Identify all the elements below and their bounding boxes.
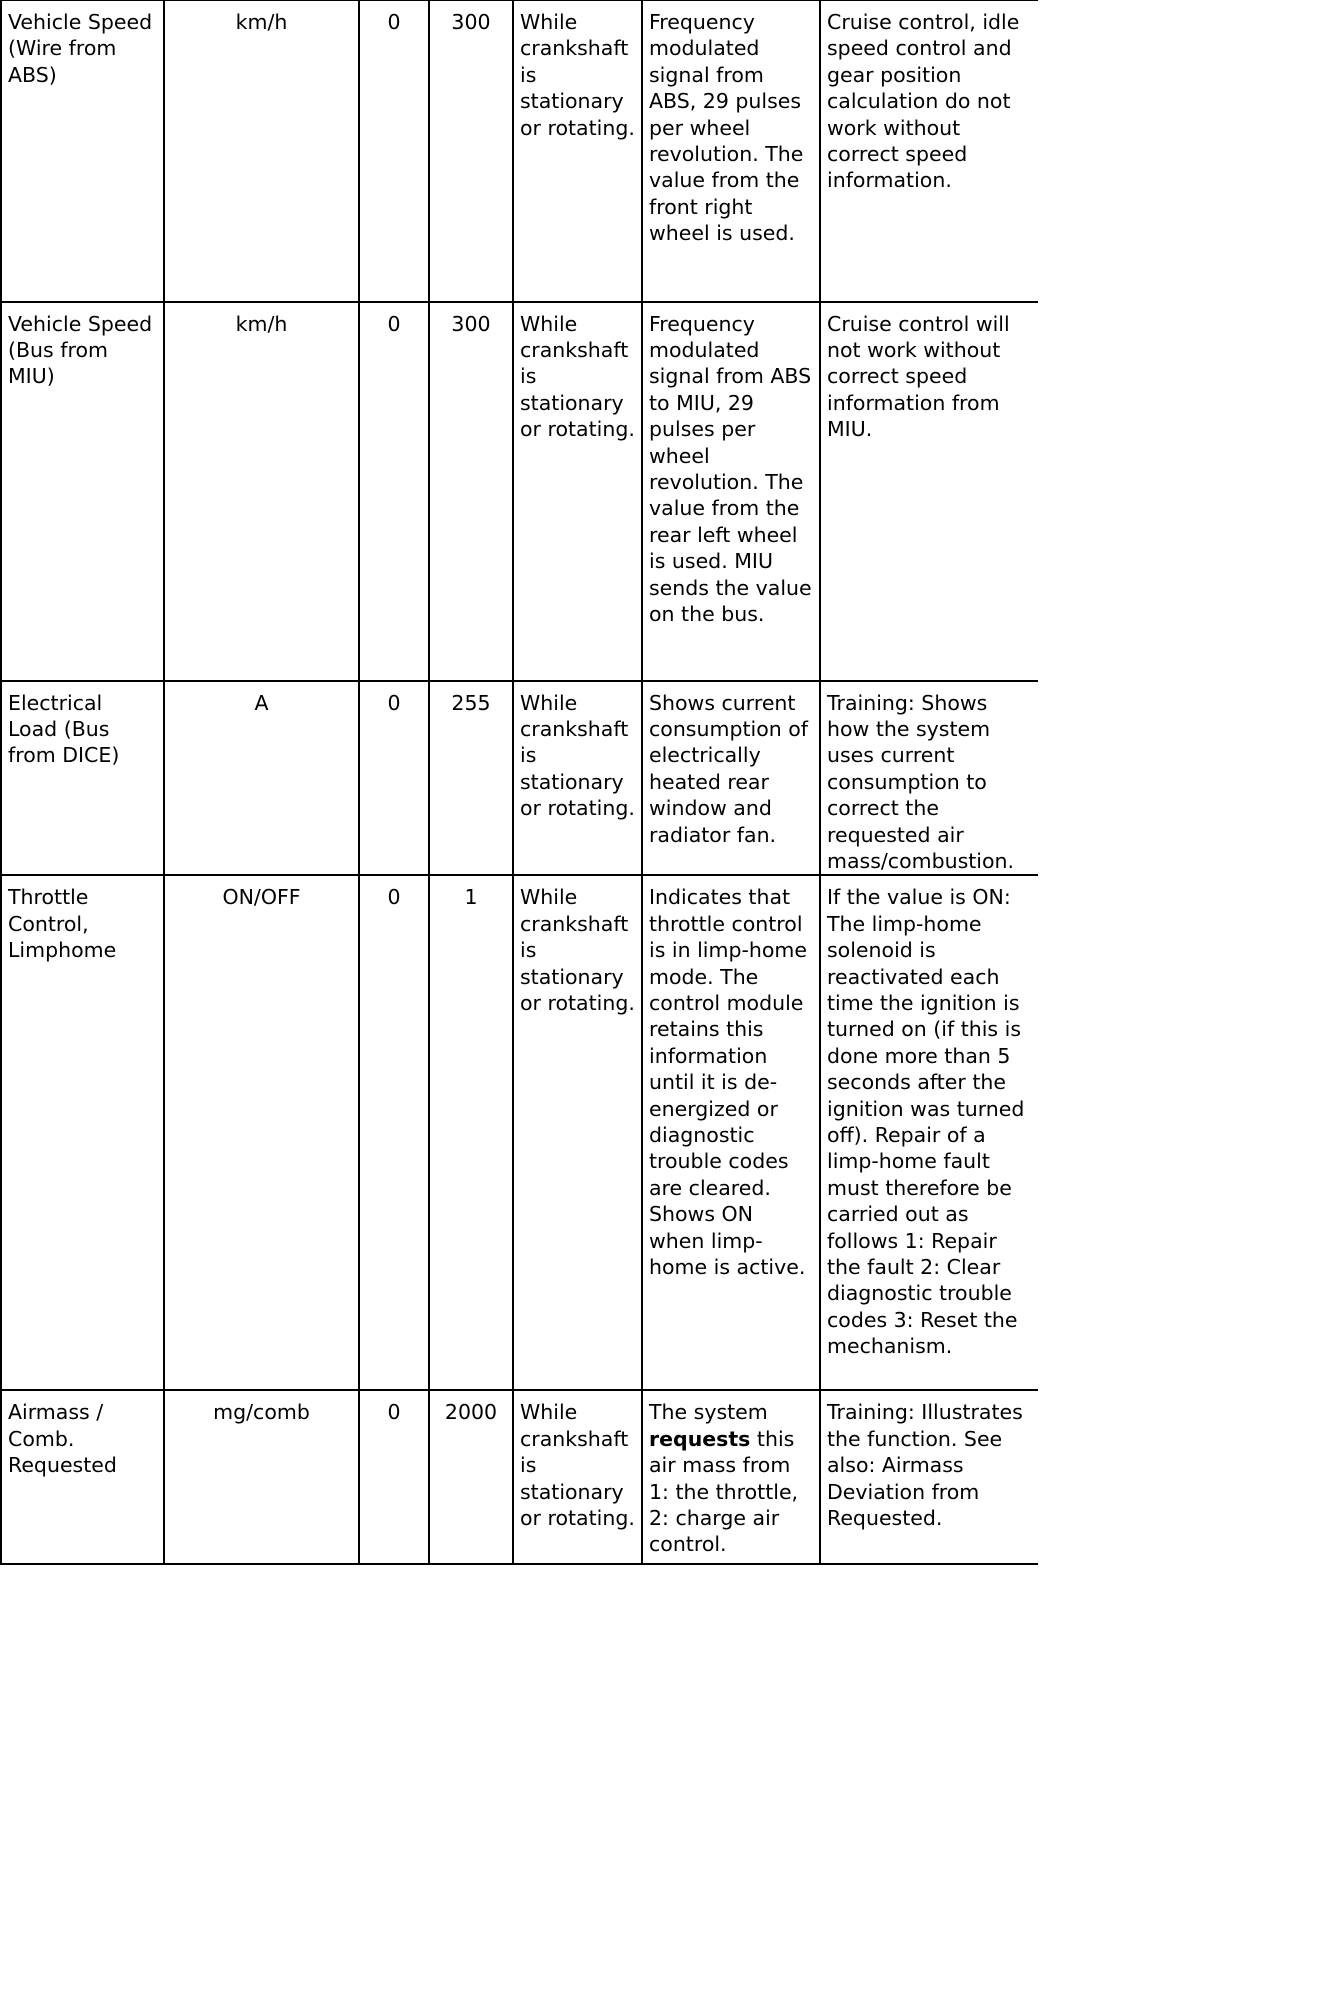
condition-cell: While crankshaft is stationary or rotating. xyxy=(513,681,642,876)
unit-cell: A xyxy=(164,681,359,876)
comment-cell: Training: Illustrates the function. See also: Airmass Deviation from Requested. xyxy=(820,1390,1038,1564)
max-value-cell: 255 xyxy=(429,681,513,876)
description-cell: Shows current consumption of electrically heated rear window and radiator fan. xyxy=(642,681,820,876)
parameter-name-cell: Throttle Control, Limphome xyxy=(1,875,164,1390)
comment-cell: Cruise control, idle speed control and gear position calculation do not work without correct speed information. xyxy=(820,1,1038,302)
min-value-cell: 0 xyxy=(359,302,429,681)
condition-cell: While crankshaft is stationary or rotating. xyxy=(513,1390,642,1564)
parameter-name-cell: Vehicle Speed (Bus from MIU) xyxy=(1,302,164,681)
description-cell: Indicates that throttle control is in limp-home mode. The control module retains this information until it is de-energized or diagnostic trouble codes are cleared. Shows ON when limp-home is active. xyxy=(642,875,820,1390)
comment-cell: Cruise control will not work without correct speed information from MIU. xyxy=(820,302,1038,681)
max-value-cell: 300 xyxy=(429,302,513,681)
unit-cell: ON/OFF xyxy=(164,875,359,1390)
table-row xyxy=(1,875,1038,1390)
comment-cell: If the value is ON: The limp-home solenoid is reactivated each time the ignition is turned on (if this is done more than 5 seconds after the ignition was turned off). Repair of a limp-home fault must therefore be carried out as follows 1: Repair the fault 2: Clear diagnostic trouble codes 3: Reset the mechanism. xyxy=(820,875,1038,1390)
min-value-cell: 0 xyxy=(359,681,429,876)
unit-cell: km/h xyxy=(164,302,359,681)
table-row xyxy=(1,681,1038,876)
table-row xyxy=(1,302,1038,681)
description-text: The system xyxy=(649,1400,768,1425)
min-value-cell: 0 xyxy=(359,875,429,1390)
unit-cell: mg/comb xyxy=(164,1390,359,1564)
description-text: this air mass from 1: the throttle, 2: charge air control. xyxy=(649,1426,799,1557)
description-cell xyxy=(642,1390,820,1564)
table-row xyxy=(1,1,1038,302)
parameter-name-cell: Vehicle Speed (Wire from ABS) xyxy=(1,1,164,302)
table-row xyxy=(1,1390,1038,1564)
parameter-name-cell: Electrical Load (Bus from DICE) xyxy=(1,681,164,876)
max-value-cell: 1 xyxy=(429,875,513,1390)
max-value-cell: 300 xyxy=(429,1,513,302)
parameter-name-cell: Airmass / Comb. Requested xyxy=(1,1390,164,1564)
min-value-cell: 0 xyxy=(359,1,429,302)
condition-cell: While crankshaft is stationary or rotating. xyxy=(513,302,642,681)
description-bold-text: requests xyxy=(649,1426,751,1451)
max-value-cell: 2000 xyxy=(429,1390,513,1564)
condition-cell: While crankshaft is stationary or rotating. xyxy=(513,1,642,302)
min-value-cell: 0 xyxy=(359,1390,429,1564)
description-cell: Frequency modulated signal from ABS, 29 pulses per wheel revolution. The value from the front right wheel is used. xyxy=(642,1,820,302)
unit-cell: km/h xyxy=(164,1,359,302)
condition-cell: While crankshaft is stationary or rotating. xyxy=(513,875,642,1390)
comment-cell: Training: Shows how the system uses current consumption to correct the requested air mass/combustion. xyxy=(820,681,1038,876)
description-cell: Frequency modulated signal from ABS to MIU, 29 pulses per wheel revolution. The value from the rear left wheel is used. MIU sends the value on the bus. xyxy=(642,302,820,681)
